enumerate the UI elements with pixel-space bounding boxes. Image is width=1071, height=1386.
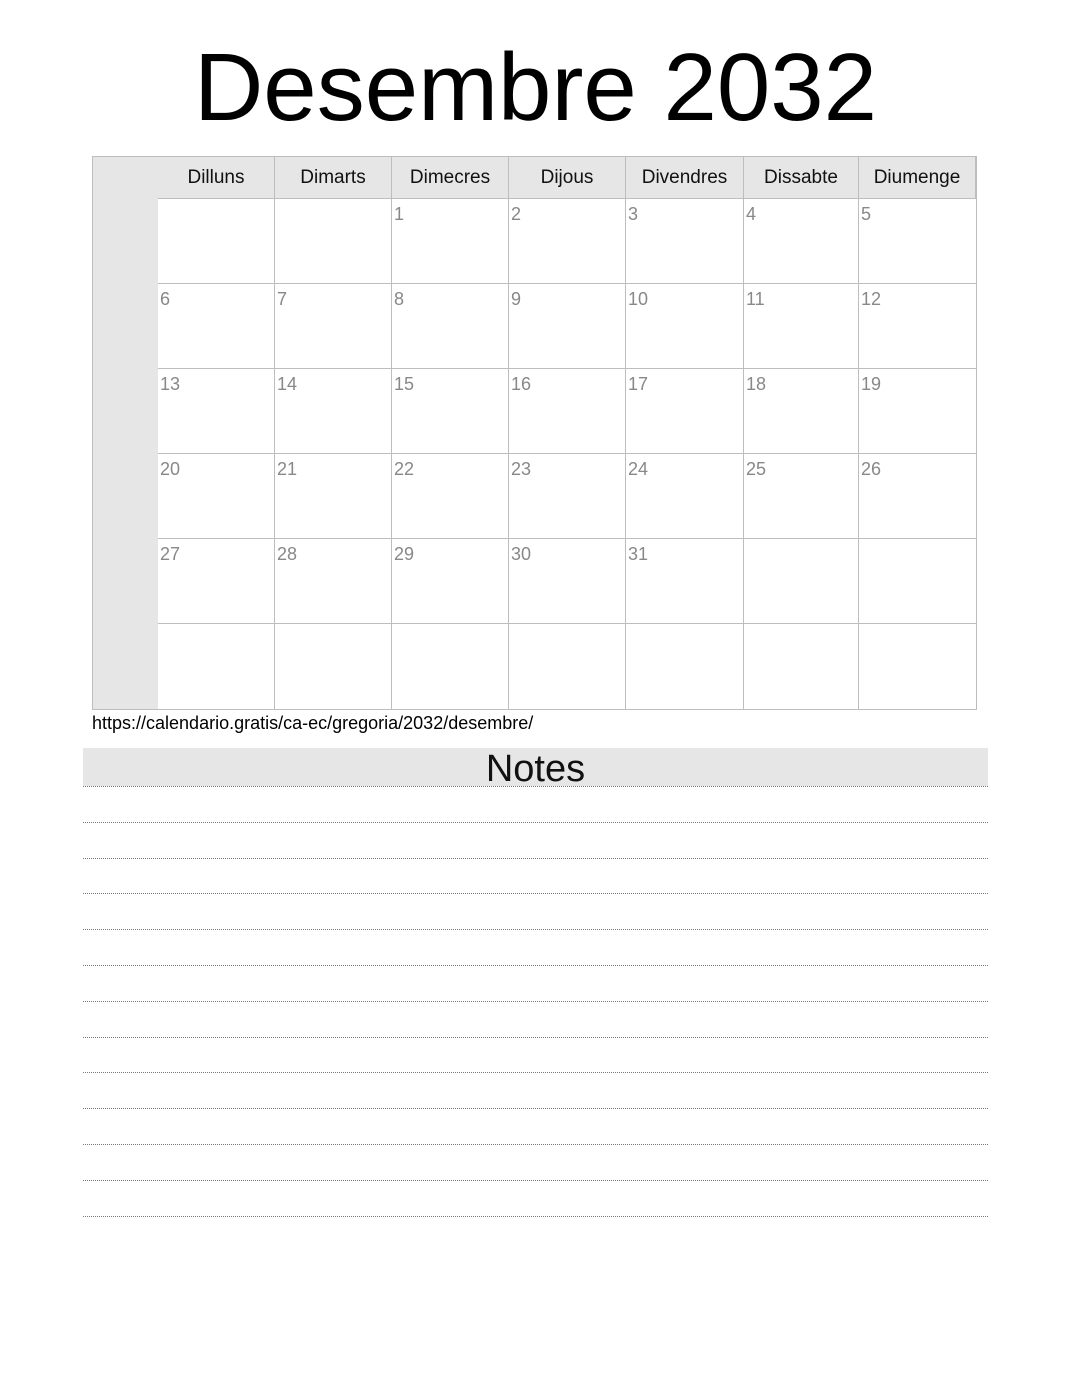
day-number: 2: [511, 204, 522, 224]
day-cell: [744, 369, 859, 454]
day-number: 18: [746, 374, 767, 394]
day-cell: [626, 624, 744, 709]
note-line[interactable]: [83, 1001, 988, 1002]
day-cell: [275, 199, 392, 284]
day-cell: [275, 624, 392, 709]
day-cell: [859, 369, 976, 454]
day-cell: [509, 539, 626, 624]
note-line[interactable]: [83, 893, 988, 894]
weekday-header-dijous: Dijous: [509, 157, 626, 199]
day-cell: [509, 284, 626, 369]
note-line[interactable]: [83, 786, 988, 787]
day-cell: [859, 539, 976, 624]
day-number: 25: [746, 459, 767, 479]
day-cell: [744, 284, 859, 369]
note-line[interactable]: [83, 965, 988, 966]
day-cell: [392, 199, 509, 284]
day-cell: [158, 369, 275, 454]
day-cell: [275, 454, 392, 539]
day-number: 22: [394, 459, 415, 479]
day-cell: [158, 284, 275, 369]
weekday-header-dissabte: Dissabte: [744, 157, 859, 199]
day-number: 14: [277, 374, 298, 394]
day-number: 8: [394, 289, 405, 309]
day-cell: [509, 369, 626, 454]
day-number: 4: [746, 204, 757, 224]
day-cell: [626, 454, 744, 539]
note-line[interactable]: [83, 1072, 988, 1073]
note-line[interactable]: [83, 1037, 988, 1038]
note-line[interactable]: [83, 1180, 988, 1181]
day-number: 12: [861, 289, 882, 309]
day-number: 27: [160, 544, 181, 564]
day-cell: [509, 454, 626, 539]
note-line[interactable]: [83, 822, 988, 823]
day-number: 7: [277, 289, 288, 309]
day-cell: [626, 199, 744, 284]
day-number: 20: [160, 459, 181, 479]
note-line[interactable]: [83, 1108, 988, 1109]
day-number: 31: [628, 544, 649, 564]
day-number: 23: [511, 459, 532, 479]
day-cell: [859, 454, 976, 539]
day-cell: [626, 284, 744, 369]
day-cell: [158, 199, 275, 284]
day-cell: [509, 199, 626, 284]
note-line[interactable]: [83, 929, 988, 930]
page-title: Desembre 2032: [193, 34, 878, 141]
note-line[interactable]: [83, 858, 988, 859]
day-cell: [275, 284, 392, 369]
weekday-header-divendres: Divendres: [626, 157, 744, 199]
day-cell: [859, 284, 976, 369]
day-number: 16: [511, 374, 532, 394]
day-number: 19: [861, 374, 882, 394]
day-cell: [392, 539, 509, 624]
day-number: 26: [861, 459, 882, 479]
day-number: 17: [628, 374, 649, 394]
week-number-column: [93, 157, 159, 709]
day-number: 6: [160, 289, 171, 309]
day-number: 28: [277, 544, 298, 564]
day-number: 30: [511, 544, 532, 564]
day-cell: [158, 539, 275, 624]
day-number: 3: [628, 204, 639, 224]
source-url[interactable]: https://calendario.gratis/ca-ec/gregoria/2032/desembre/: [92, 713, 534, 733]
day-number: 10: [628, 289, 649, 309]
day-number: 1: [394, 204, 405, 224]
day-number: 29: [394, 544, 415, 564]
day-number: 5: [861, 204, 872, 224]
day-cell: [392, 624, 509, 709]
weekday-header-dilluns: Dilluns: [158, 157, 275, 199]
weekday-header-dimarts: Dimarts: [275, 157, 392, 199]
day-number: 15: [394, 374, 415, 394]
day-cell: [275, 539, 392, 624]
calendar-grid: [92, 156, 977, 710]
day-number: 13: [160, 374, 181, 394]
day-cell: [744, 624, 859, 709]
day-cell: [859, 624, 976, 709]
weekday-header-dimecres: Dimecres: [392, 157, 509, 199]
day-cell: [626, 539, 744, 624]
day-cell: [158, 624, 275, 709]
day-cell: [744, 539, 859, 624]
day-number: 24: [628, 459, 649, 479]
calendar-days: [158, 157, 976, 709]
day-cell: [392, 284, 509, 369]
day-cell: [392, 369, 509, 454]
day-number: 21: [277, 459, 298, 479]
day-number: 9: [511, 289, 522, 309]
day-cell: [744, 454, 859, 539]
day-cell: [509, 624, 626, 709]
day-cell: [859, 199, 976, 284]
day-cell: [392, 454, 509, 539]
weekday-header-diumenge: Diumenge: [859, 157, 976, 199]
note-line[interactable]: [83, 1144, 988, 1145]
note-line[interactable]: [83, 1216, 988, 1217]
notes-heading: Notes: [83, 748, 988, 786]
day-cell: [275, 369, 392, 454]
day-cell: [744, 199, 859, 284]
day-cell: [158, 454, 275, 539]
day-cell: [626, 369, 744, 454]
day-number: 11: [746, 289, 765, 309]
